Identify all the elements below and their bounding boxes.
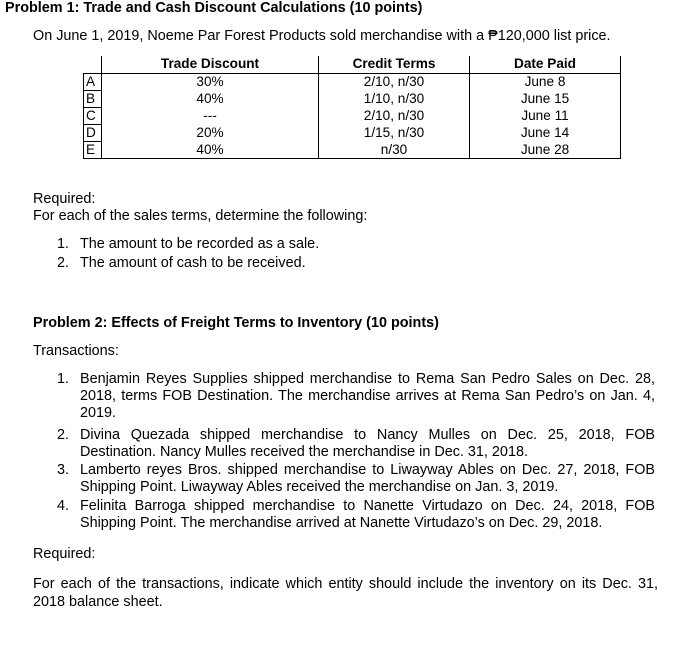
- row-letter: D: [84, 125, 102, 142]
- row-letter: E: [84, 142, 102, 159]
- row-trade: ---: [102, 108, 319, 125]
- terms-table: [83, 56, 621, 159]
- list-item: [57, 255, 306, 271]
- row-trade: 40%: [102, 142, 319, 159]
- row-credit: 2/10, n/30: [319, 74, 470, 91]
- item-number: 1.: [57, 236, 70, 252]
- row-date: June 8: [470, 74, 621, 91]
- item-text: The amount to be recorded as a sale.: [80, 236, 320, 252]
- table-row: [84, 142, 621, 159]
- problem2-title: Problem 2: Effects of Freight Terms to Inventory (10 points): [33, 315, 439, 331]
- item-text: The amount of cash to be received.: [80, 255, 306, 271]
- problem1-required-text: For each of the sales terms, determine the following:: [33, 208, 368, 224]
- list-item: [57, 498, 655, 532]
- row-letter: B: [84, 91, 102, 108]
- list-item: [57, 236, 320, 252]
- header-credit-terms: Credit Terms: [319, 56, 470, 74]
- row-letter: C: [84, 108, 102, 125]
- problem1-required-label: Required:: [33, 191, 96, 207]
- list-item: [57, 371, 655, 422]
- item-number: 2.: [57, 255, 70, 271]
- problem1-title: Problem 1: Trade and Cash Discount Calculations (10 points): [5, 0, 423, 16]
- item-text: Lamberto reyes Bros. shipped merchandise to Liwayway Ables on Dec. 27, 2018, FOB Shipping Point. Liwayway Ables received the merchandise on Jan. 3, 2019.: [80, 462, 655, 495]
- row-trade: 30%: [102, 74, 319, 91]
- table-row: [84, 74, 621, 91]
- row-date: June 28: [470, 142, 621, 159]
- item-text: Divina Quezada shipped merchandise to Nancy Mulles on Dec. 25, 2018, FOB Destination. Nancy Mulles received the merchandise in Dec. 31, 2018.: [80, 427, 655, 460]
- table-row: [84, 125, 621, 142]
- problem2-required-text: For each of the transactions, indicate which entity should include the inventory on its Dec. 31, 2018 balance sheet.: [33, 576, 658, 610]
- table-row: [84, 91, 621, 108]
- header-trade-discount: Trade Discount: [102, 56, 319, 74]
- problem2-transactions-label: Transactions:: [33, 343, 119, 359]
- row-letter: A: [84, 74, 102, 91]
- list-item: [57, 462, 655, 496]
- terms-header-row: [84, 56, 621, 74]
- row-date: June 15: [470, 91, 621, 108]
- row-date: June 14: [470, 125, 621, 142]
- row-credit: n/30: [319, 142, 470, 159]
- row-credit: 1/10, n/30: [319, 91, 470, 108]
- item-number: 3.: [57, 462, 70, 478]
- row-credit: 1/15, n/30: [319, 125, 470, 142]
- row-date: June 11: [470, 108, 621, 125]
- item-number: 1.: [57, 371, 70, 387]
- item-number: 4.: [57, 498, 70, 514]
- header-date-paid: Date Paid: [470, 56, 621, 74]
- row-trade: 20%: [102, 125, 319, 142]
- header-blank: [84, 56, 102, 74]
- problem1-intro: On June 1, 2019, Noeme Par Forest Products sold merchandise with a ₱120,000 list price.: [33, 28, 611, 44]
- list-item: [57, 427, 655, 461]
- row-trade: 40%: [102, 91, 319, 108]
- problem2-required-label: Required:: [33, 546, 96, 562]
- item-text: Benjamin Reyes Supplies shipped merchandise to Rema San Pedro Sales on Dec. 28, 2018, terms FOB Destination. The merchandise arrives at Rema San Pedro’s on Jan. 4, 2019.: [80, 371, 655, 421]
- row-credit: 2/10, n/30: [319, 108, 470, 125]
- table-row: [84, 108, 621, 125]
- item-number: 2.: [57, 427, 70, 443]
- item-text: Felinita Barroga shipped merchandise to Nanette Virtudazo on Dec. 24, 2018, FOB Shipping Point. The merchandise arrived at Nanette Virtudazo’s on Dec. 29, 2018.: [80, 498, 655, 531]
